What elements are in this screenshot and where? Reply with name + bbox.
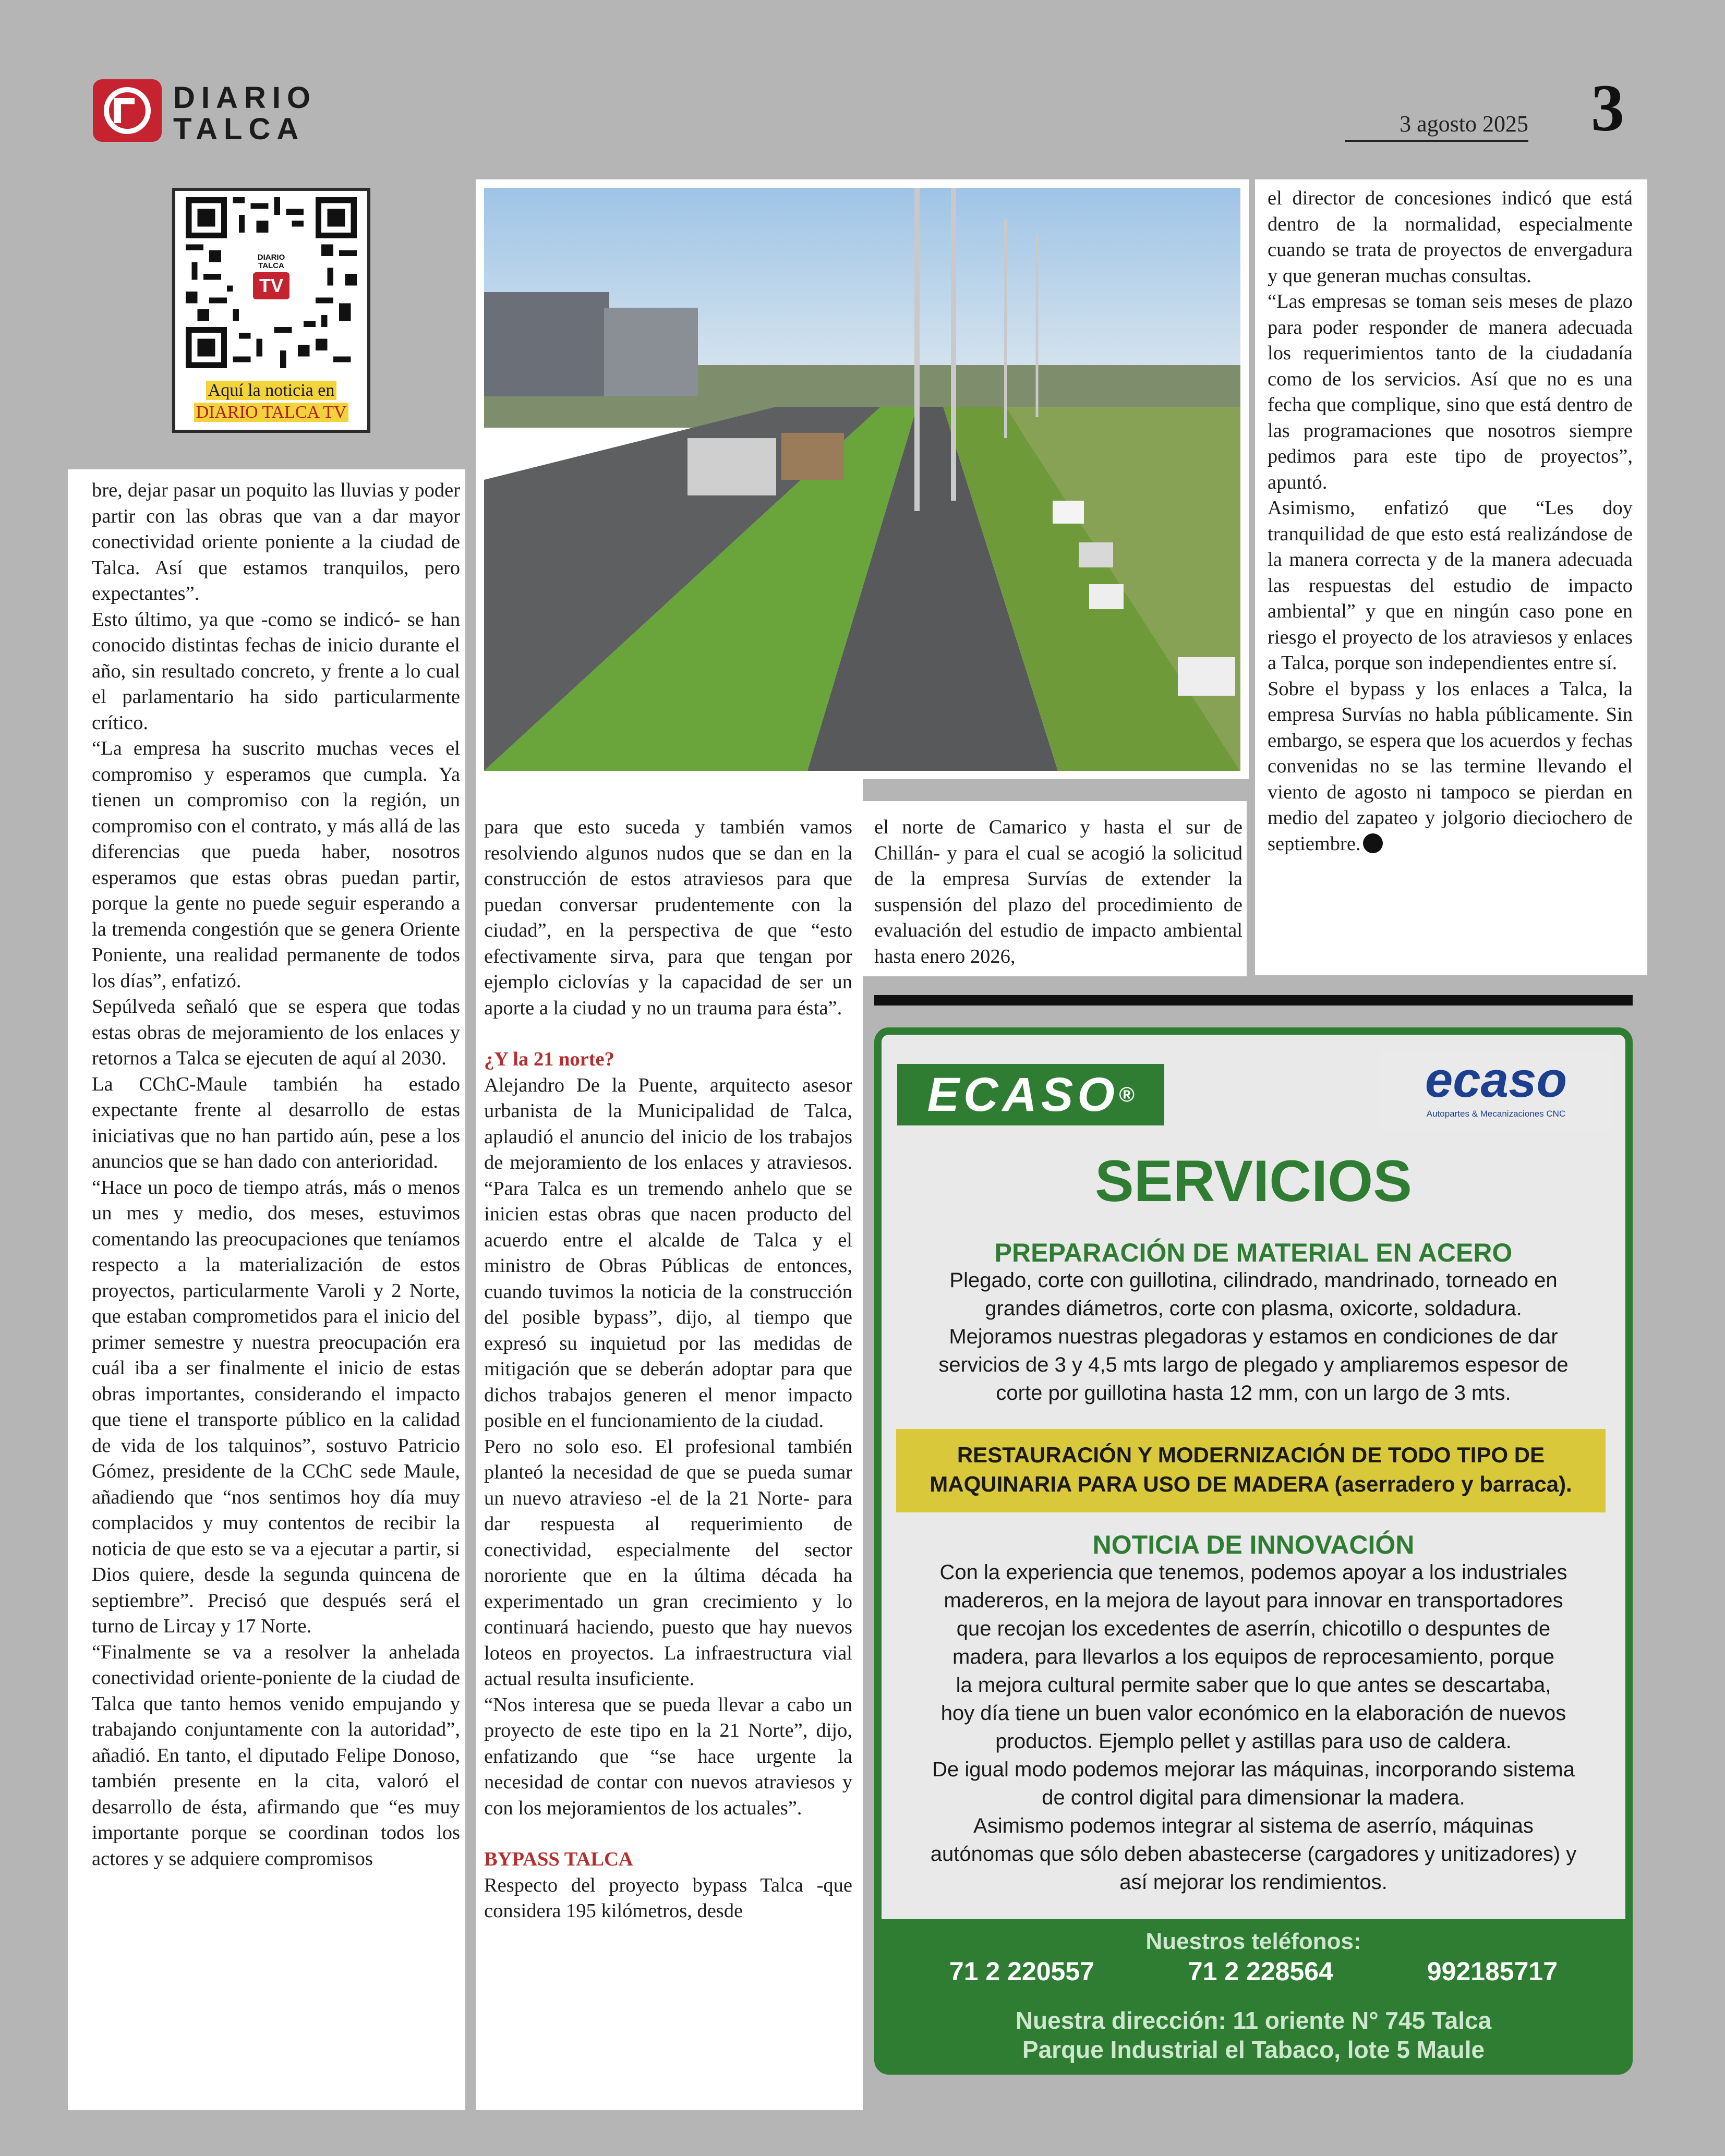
ad-line: De igual modo podemos mejorar las máquinas, incorporando sistema <box>932 1758 1575 1781</box>
page-number: 3 <box>1591 71 1624 145</box>
phone-number[interactable]: 992185717 <box>1427 1957 1558 1986</box>
paragraph: “Hace un poco de tiempo atrás, más o menos un mes y medio, dos meses, estuvimos comentando las preocupaciones que teníamos respecto a la materialización de estos proyectos, particularmente Varoli y 2 Norte, que estaban comprometidos para el inicio del primer semestre y nuestra preocupación era cuál iba a ser finalmente el inicio de estas obras importantes, considerando el impacto que tiene el transporte público en la calidad de vida de los talquinos”, sostuvo Patricio Gómez, presidente de la CChC sede Maule, añadiendo que “nos sentimos hoy día muy complacidos y muy contentos de recibir la noticia de que esto se va a ejecutar a partir, si Dios quiere, desde la segunda quincena de septiembre”. Precisó que después será el turno de Lircay y 17 Norte. <box>92 1176 460 1637</box>
ad-line: Plegado, corte con guillotina, cilindrado, mandrinado, torneado en <box>949 1269 1558 1292</box>
ecaso-logo-right-subtitle: Autopartes & Mecanizaciones CNC <box>1426 1109 1566 1119</box>
paragraph: Alejandro De la Puente, arquitecto asesor urbanista de la Municipalidad de Talca, aplaudió el anuncio del inicio de los trabajos de mejoramiento de los enlaces y atraviesos. “Para Talca es un tremendo anhelo que se inicien estas obras que nacen producto del acuerdo entre el alcalde de Talca y el ministro de Obras Públicas de entonces, cuando tuvimos la noticia de la construcción del posible bypass”, dijo, al tiempo que expresó su inquietud por las medidas de mitigación que se deberán adoptar para que dichos trabajos generen el menor impacto posible en el funcionamiento de la ciudad. <box>484 1074 852 1432</box>
ecaso-logo-left <box>897 1064 1164 1125</box>
ecaso-logo-right <box>1381 1051 1611 1130</box>
phone-number[interactable]: 71 2 220557 <box>949 1957 1094 1986</box>
ad-line: grandes diámetros, corte con plasma, oxicorte, soldadura. <box>985 1297 1522 1320</box>
paragraph: para que esto suceda y también vamos resolviendo algunos nudos que se dan en la construcción de estos atraviesos para que puedan conversar prudentemente con la ciudad”, en la perspectiva de que “esto efectivamente sirva, para que tengan por ejemplo ciclovías y la capacidad de ser un aporte a la ciudad y no un trauma para ésta”. <box>484 816 852 1019</box>
ad-line: madereros, en la mejora de layout para innovar en transportadores <box>944 1589 1563 1612</box>
article-column-4 <box>1268 186 1633 857</box>
article-column-3 <box>874 815 1243 970</box>
paragraph: Respecto del proyecto bypass Talca -que considera 195 kilómetros, desde <box>484 1874 852 1922</box>
ad-highlight-line: RESTAURACIÓN Y MODERNIZACIÓN DE TODO TIPO DE <box>957 1443 1545 1467</box>
paragraph: La CChC-Maule también ha estado expectante frente al desarrollo de estas iniciativas que no han partido aún, pese a los anuncios que se han dado con anterioridad. <box>92 1073 460 1172</box>
ad-innovation-text <box>882 1558 1625 1896</box>
ad-line: autónomas que sólo deben abastecerse (cargadores y unitizadores) y <box>930 1843 1577 1866</box>
ecaso-logo-right-text: ecaso <box>1425 1052 1567 1108</box>
ad-line: que recojan los excedentes de aserrín, chicotillo o despuntes de <box>956 1617 1551 1640</box>
ad-line: Asimismo podemos integrar al sistema de aserrío, máquinas <box>973 1814 1534 1837</box>
highway-photo <box>484 188 1240 771</box>
ad-line: así mejorar los rendimientos. <box>1119 1871 1388 1894</box>
paragraph: Asimismo, enfatizó que “Les doy tranquilidad de que esto está realizándose de la manera correcta y de la manera adecuada las respuestas del estudio de impacto ambiental” y que en ningún caso pone en riesgo el proyecto de los atraviesos y enlaces a Talca, porque son independientes entre sí. <box>1268 497 1633 674</box>
ad-line: Con la experiencia que tenemos, podemos apoyar a los industriales <box>939 1561 1567 1584</box>
ad-contact-footer <box>882 1919 1625 2067</box>
ad-line: productos. Ejemplo pellet y astillas para uso de caldera. <box>995 1730 1512 1753</box>
brand-name <box>173 82 317 145</box>
paragraph: “Finalmente se va a resolver la anhelada conectividad oriente-poniente de la ciudad de Talca que tanto hemos venido empujando y trabajando conjuntamente con la autoridad”, añadió. En tanto, el diputado Felipe Donoso, también presente en la cita, valoró el desarrollo de ésta, afirmando que “es muy importante porque se coordinan todos los actores y se adquiere compromisos <box>92 1641 460 1870</box>
qr-caption-line-1: Aquí la noticia en <box>206 381 337 400</box>
ad-line: madera, para llevarlos a los equipos de reprocesamiento, porque <box>952 1645 1554 1668</box>
date-underline <box>1345 140 1528 142</box>
phones-label: Nuestros teléfonos: <box>1145 1929 1361 1954</box>
tv-badge <box>245 251 297 314</box>
ad-line: servicios de 3 y 4,5 mts largo de plegado y ampliaremos espesor de <box>938 1353 1569 1376</box>
qr-caption[interactable] <box>172 380 370 423</box>
qr-caption-line-2: DIARIO TALCA TV <box>194 403 349 422</box>
tv-badge-brand: DIARIO TALCA <box>257 253 285 270</box>
ad-line: hoy día tiene un buen valor económico en la elaboración de nuevos <box>940 1702 1566 1725</box>
paragraph: bre, dejar pasar un poquito las lluvias y poder partir con las obras que van a dar mayor conectividad oriente poniente a la ciudad de Talca. Así que estamos tranquilos, pero expectantes”. <box>92 479 460 604</box>
phone-number[interactable]: 71 2 228564 <box>1188 1957 1333 1986</box>
subhead-bypass-talca: BYPASS TALCA <box>484 1848 633 1870</box>
article-column-2 <box>484 815 852 1924</box>
paragraph: el director de concesiones indicó que está dentro de la normalidad, especialmente cuando se trata de proyectos de envergadura y que generan muchas consultas. <box>1268 187 1633 287</box>
ad-heading-steel: PREPARACIÓN DE MATERIAL EN ACERO <box>994 1238 1513 1267</box>
tv-badge-label: TV <box>253 272 289 299</box>
diario-talca-logo-icon <box>93 79 162 142</box>
phone-list <box>882 1956 1625 1987</box>
ad-top-rule <box>874 995 1633 1006</box>
ad-title: SERVICIOS <box>1095 1148 1412 1214</box>
paragraph: “La empresa ha suscrito muchas veces el compromiso y esperamos que cumpla. Ya tienen un compromiso con la región, un compromiso con el contrato, y más allá de las diferencias que pueda haber, nosotros esperamos que estas obras puedan partir, porque la gente no puede seguir esperando a la tremenda congestión que se genera Oriente Poniente, una realidad permanente de todos los días”, enfatizó. <box>92 737 460 992</box>
ad-steel-text <box>882 1266 1625 1407</box>
end-of-article-icon <box>1363 833 1383 853</box>
paragraph: Pero no solo eso. El profesional también planteó la necesidad de que se pueda sumar un nuevo atravieso -el de la 21 Norte- para dar respuesta al requerimiento de conectividad, especialmente del sector nororiente que en la última década ha experimentado un gran crecimiento y lo continuará haciendo, puesto que hay nuevos loteos en proyectos. La infraestructura vial actual resulta insuficiente. <box>484 1435 852 1690</box>
ad-line: la mejora cultural permite saber que lo que antes se descartaba, <box>956 1674 1551 1697</box>
ad-line: de control digital para dimensionar la madera. <box>1042 1786 1465 1809</box>
ad-line: corte por guillotina hasta 12 mm, con un largo de 3 mts. <box>996 1382 1511 1404</box>
article-column-1 <box>92 478 460 1872</box>
address-line-2: Parque Industrial el Tabaco, lote 5 Maule <box>1022 2036 1485 2063</box>
paragraph: “Nos interesa que se pueda llevar a cabo un proyecto de este tipo en la 21 Norte”, dijo, enfatizando que “se hace urgente la necesidad de contar con nuevos atraviesos y con los mejoramientos de los actuales”. <box>484 1693 852 1819</box>
ad-highlight-line: MAQUINARIA PARA USO DE MADERA (aserradero y barraca). <box>930 1472 1572 1496</box>
paragraph: Esto último, ya que -como se indicó- se han conocido distintas fechas de inicio durante el año, sin resultado concreto, y frente a lo cual el parlamentario ha sido particularmente crítico. <box>92 608 460 734</box>
brand-line-1: DIARIO <box>173 81 317 115</box>
ad-line: Mejoramos nuestras plegadoras y estamos en condiciones de dar <box>949 1325 1558 1348</box>
paragraph: “Las empresas se toman seis meses de plazo para poder responder de manera adecuada los requerimientos tanto de la ciudadanía como de los servicios. Así que no es una fecha que complique, sino que está dentro de las programaciones que nosotros siempre pedimos para este tipo de proyectos”, apuntó. <box>1268 290 1633 493</box>
paragraph: Sobre el bypass y los enlaces a Talca, la empresa Survías no habla públicamente. Sin embargo, se espera que los acuerdos y fechas convenidas no se las termine llevando el viento de agosto ni tampoco se pierdan en medio del zapateo y jolgorio dieciochero de septiembre. <box>1268 677 1633 855</box>
ad-highlight-box <box>896 1429 1606 1512</box>
address-line-1: Nuestra dirección: 11 oriente N° 745 Talca <box>1015 2007 1492 2034</box>
ad-heading-innovation: NOTICIA DE INNOVACIÓN <box>1092 1530 1415 1559</box>
brand-line-2: TALCA <box>173 112 305 146</box>
registered-mark: ® <box>1118 1083 1135 1106</box>
ecaso-logo-text: ECASO <box>927 1068 1119 1121</box>
paragraph: Sepúlveda señaló que se espera que todas estas obras de mejoramiento de los enlaces y retornos a Talca se ejecuten de aquí al 2030. <box>92 996 460 1069</box>
issue-date: 3 agosto 2025 <box>1400 111 1528 137</box>
subhead-21-norte: ¿Y la 21 norte? <box>484 1048 614 1070</box>
paragraph: el norte de Camarico y hasta el sur de Chillán- y para el cual se acogió la solicitud de la empresa Survías de extender la suspensión del plazo del procedimiento de evaluación del estudio de impacto ambiental hasta enero 2026, <box>874 816 1243 967</box>
